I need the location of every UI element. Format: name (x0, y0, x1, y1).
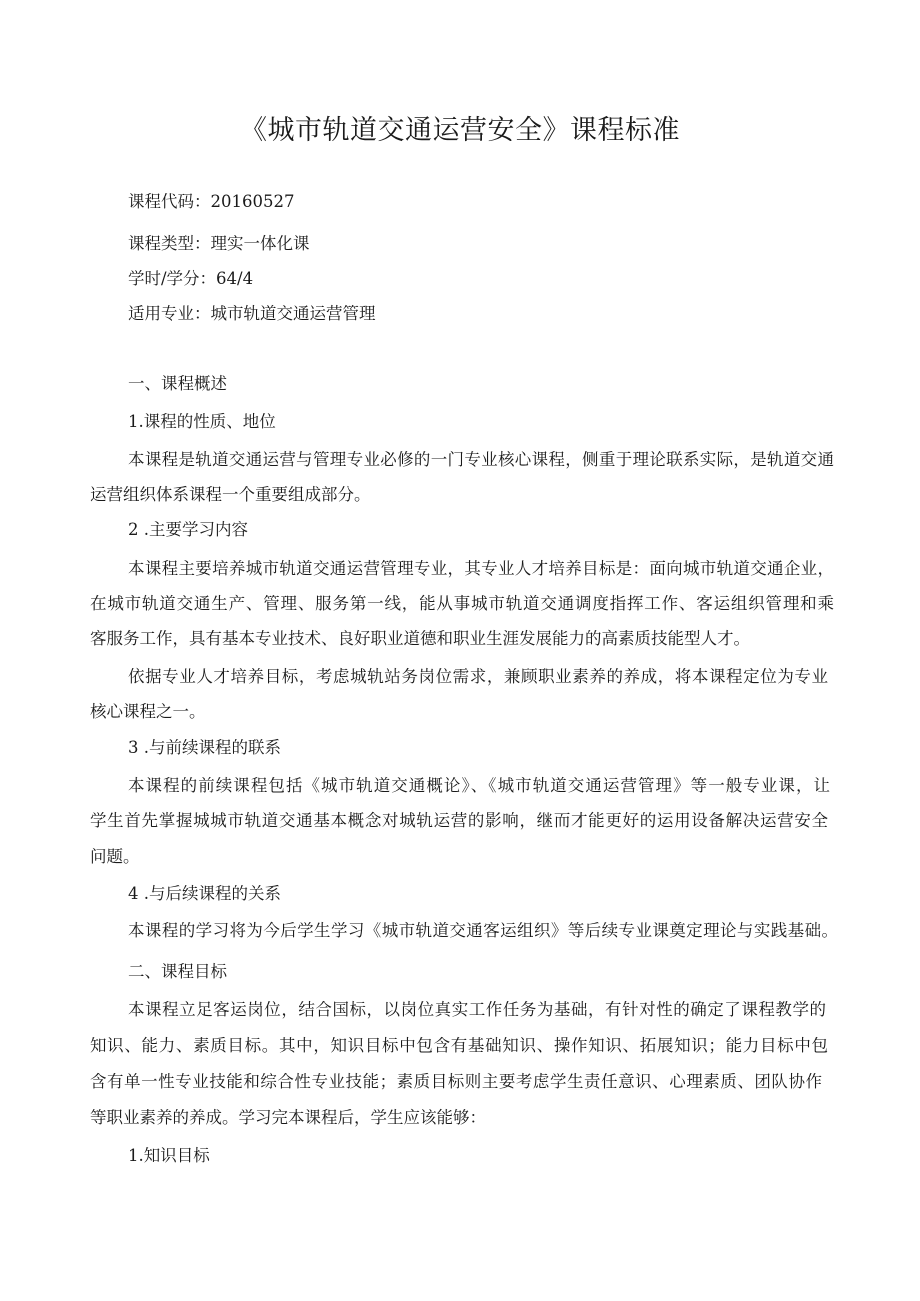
paragraph-line: 含有单一性专业技能和综合性专业技能；素质目标则主要考虑学生责任意识、心理素质、团队协作 (90, 1072, 822, 1091)
document-title: 《城市轨道交通运营安全》课程标准 (240, 115, 680, 146)
section-2-1-heading: 1.知识目标 (128, 1146, 210, 1165)
section-1-heading: 一、课程概述 (128, 374, 227, 393)
paragraph-line: 客服务工作，具有基本专业技术、良好职业道德和职业生涯发展能力的高素质技能型人才。 (90, 629, 750, 648)
section-1-3-heading: 3 .与前续课程的联系 (128, 738, 281, 757)
paragraph-line: 本课程的学习将为今后学生学习《城市轨道交通客运组织》等后续专业课奠定理论与实践基础。 (128, 921, 838, 940)
paragraph-line: 学生首先掌握城城市轨道交通基本概念对城轨运营的影响，继而才能更好的运用设备解决运营安全 (90, 811, 828, 830)
paragraph-line: 运营组织体系课程一个重要组成部分。 (90, 485, 371, 504)
section-2-heading: 二、课程目标 (128, 962, 227, 981)
paragraph-line: 本课程立足客运岗位，结合国标，以岗位真实工作任务为基础，有针对性的确定了课程教学的 (128, 1000, 826, 1019)
section-1-4-heading: 4 .与后续课程的关系 (128, 884, 281, 903)
paragraph-line: 本课程是轨道交通运营与管理专业必修的一门专业核心课程，侧重于理论联系实际，是轨道交通 (128, 450, 834, 469)
paragraph-line: 本课程主要培养城市轨道交通运营管理专业，其专业人才培养目标是：面向城市轨道交通企业， (128, 559, 834, 578)
paragraph-line: 问题。 (90, 847, 140, 866)
paragraph-line: 知识、能力、素质目标。其中，知识目标中包含有基础知识、操作知识、拓展知识；能力目标中包 (90, 1036, 828, 1055)
paragraph-line: 核心课程之一。 (90, 702, 206, 721)
paragraph-line: 等职业素养的养成。学习完本课程后，学生应该能够： (90, 1108, 486, 1127)
course-code: 课程代码：20160527 (128, 192, 295, 211)
paragraph-line: 本课程的前续课程包括《城市轨道交通概论》、《城市轨道交通运营管理》等一般专业课，让 (128, 776, 830, 795)
paragraph-line: 依据专业人才培养目标，考虑城轨站务岗位需求，兼顾职业素养的养成，将本课程定位为专业 (128, 667, 828, 686)
paragraph-line: 在城市轨道交通生产、管理、服务第一线，能从事城市轨道交通调度指挥工作、客运组织管理和乘 (90, 594, 834, 613)
section-1-2-heading: 2 .主要学习内容 (128, 520, 248, 539)
course-hours: 学时/学分：64/4 (128, 269, 254, 288)
course-major: 适用专业：城市轨道交通运营管理 (128, 304, 376, 323)
section-1-1-heading: 1.课程的性质、地位 (128, 412, 276, 431)
course-type: 课程类型：理实一体化课 (128, 234, 310, 253)
